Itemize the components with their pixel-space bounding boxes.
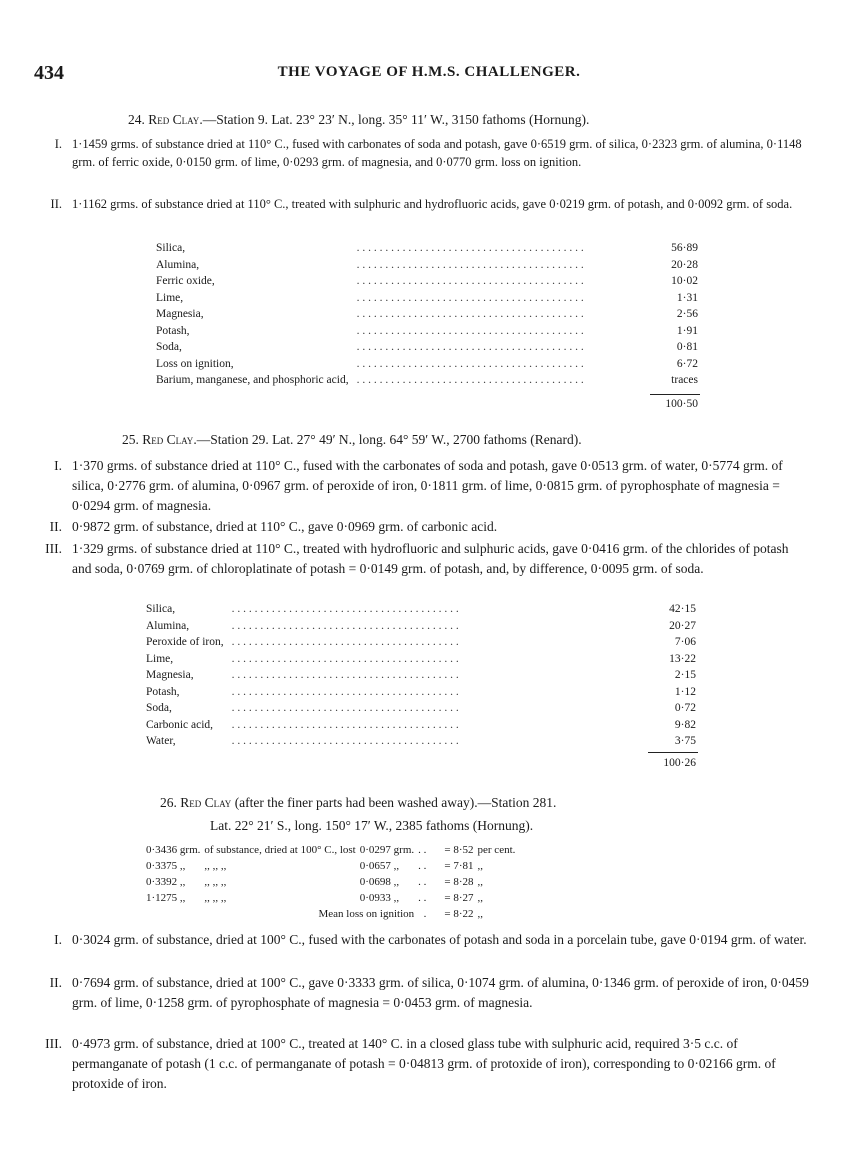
component-name: Magnesia,	[156, 308, 204, 321]
loss-percent: = 8·52	[444, 844, 474, 856]
leader-dots: . . . . . . . . . . . . . . . . . . . . . . . . . . . . . . . . . . . . . . . .	[231, 735, 459, 748]
loss-unit: per cent.	[477, 844, 516, 856]
composition-row	[156, 290, 698, 307]
composition-row	[146, 733, 696, 750]
composition-row	[156, 339, 698, 356]
leader-dots: . . . . . . . . . . . . . . . . . . . . . . . . . . . . . . . . . . . . . . . .	[356, 341, 584, 354]
leader-dots: . .	[418, 860, 427, 872]
component-name: Soda,	[146, 702, 172, 715]
section-26-number: 26.	[160, 795, 177, 810]
composition-row	[146, 634, 696, 651]
leader-dots: . .	[418, 844, 427, 856]
component-name: Alumina,	[156, 258, 200, 271]
sample-description: ,, ,, ,,	[204, 876, 227, 888]
component-percent: traces	[671, 374, 698, 387]
para-numeral: III.	[45, 541, 62, 556]
leader-dots: .	[423, 908, 427, 920]
component-name: Magnesia,	[146, 669, 194, 682]
para-text: 1·329 grms. of substance dried at 110° C., treated with hydrofluoric and sulphuric acids, gave 0·0416 grm. of the chlorides of potash and soda, 0·0769 grm. of chloroplatinate of potash = 0·0149 grm. of potash, and, by difference, 0·0095 grm. of soda.	[72, 541, 789, 576]
leader-dots: . . . . . . . . . . . . . . . . . . . . . . . . . . . . . . . . . . . . . . . .	[231, 702, 459, 715]
mean-unit: ,,	[477, 908, 484, 920]
loss-unit: ,,	[477, 876, 484, 888]
composition-row	[146, 651, 696, 668]
composition-row	[146, 684, 696, 701]
loss-row	[146, 858, 519, 874]
leader-dots: . . . . . . . . . . . . . . . . . . . . . . . . . . . . . . . . . . . . . . . .	[356, 242, 584, 255]
loss-percent: = 8·27	[444, 892, 474, 904]
component-name: Water,	[146, 735, 176, 748]
composition-row	[156, 356, 698, 373]
section-24-title: Red Clay	[148, 112, 200, 127]
section-25-total: 100·26	[663, 757, 696, 769]
sample-weight: 0·3436 grm.	[146, 844, 201, 856]
leader-dots: . . . . . . . . . . . . . . . . . . . . . . . . . . . . . . . . . . . . . . . .	[356, 291, 584, 304]
composition-row	[156, 240, 698, 257]
sample-description: of substance, dried at 100° C., lost	[204, 844, 356, 856]
component-name: Loss on ignition,	[156, 357, 234, 370]
leader-dots: . . . . . . . . . . . . . . . . . . . . . . . . . . . . . . . . . . . . . . . .	[231, 685, 459, 698]
component-name: Potash,	[156, 324, 190, 337]
section-25-para-1	[34, 456, 810, 516]
sample-description: ,, ,, ,,	[204, 860, 227, 872]
component-name: Peroxide of iron,	[146, 636, 224, 649]
component-percent: 1·31	[676, 291, 698, 304]
component-name: Barium, manganese, and phosphoric acid,	[156, 374, 349, 387]
para-text: 0·4973 grm. of substance, dried at 100° C., treated at 140° C. in a closed glass tube with sulphuric acid, required 3·5 c.c. of permanganate of potash (1 c.c. of permanganate of potash = 0·04813 grm. of protoxide of iron), corresponding to 0·02166 grm. of protoxide of iron.	[72, 1036, 776, 1091]
section-25-composition-table	[146, 601, 696, 750]
leader-dots: . . . . . . . . . . . . . . . . . . . . . . . . . . . . . . . . . . . . . . . .	[231, 619, 459, 632]
component-name: Silica,	[156, 242, 186, 255]
para-numeral: III.	[45, 1036, 62, 1051]
leader-dots: . .	[418, 892, 427, 904]
loss-weight: 0·0297 grm.	[359, 844, 415, 856]
leader-dots: . .	[418, 876, 427, 888]
composition-row	[146, 717, 696, 734]
loss-row	[146, 842, 519, 858]
leader-dots: . . . . . . . . . . . . . . . . . . . . . . . . . . . . . . . . . . . . . . . .	[231, 718, 459, 731]
composition-row	[146, 700, 696, 717]
component-percent: 20·27	[669, 619, 696, 632]
section-24-number: 24.	[128, 112, 145, 127]
para-text: 1·1459 grms. of substance dried at 110° C., fused with carbonates of soda and potash, gave 0·6519 grm. of silica, 0·2323 grm. of alumina, 0·1148 grm. of ferric oxide, 0·0150 grm. of lime, 0·0293 grm. of magnesia, and 0·0770 grm. loss on ignition.	[72, 137, 802, 169]
section-24-station: .—Station 9. Lat. 23° 23′ N., long. 35° 11′ W., 3150 fathoms (Hornung).	[199, 112, 590, 127]
component-name: Carbonic acid,	[146, 718, 214, 731]
para-numeral: II.	[49, 519, 62, 534]
section-26-loss-table	[146, 842, 519, 922]
component-name: Soda,	[156, 341, 182, 354]
running-head: THE VOYAGE OF H.M.S. CHALLENGER.	[277, 64, 581, 80]
section-25-heading	[122, 432, 582, 448]
section-26-title: Red Clay	[180, 795, 232, 810]
composition-row	[156, 323, 698, 340]
section-26-para-2	[34, 973, 810, 1013]
section-26-station: (after the finer parts had been washed away).—Station 281.	[231, 795, 557, 810]
sample-weight: 0·3392 ,,	[146, 876, 186, 888]
sample-weight: 1·1275 ,,	[146, 892, 186, 904]
component-name: Lime,	[156, 291, 184, 304]
section-24-composition-table	[156, 240, 698, 389]
component-percent: 1·91	[676, 324, 698, 337]
loss-row	[146, 874, 519, 890]
leader-dots: . . . . . . . . . . . . . . . . . . . . . . . . . . . . . . . . . . . . . . . .	[231, 652, 459, 665]
component-percent: 9·82	[674, 718, 696, 731]
para-text: 1·1162 grms. of substance dried at 110° C., treated with sulphuric and hydrofluoric acids, gave 0·0219 grm. of potash, and 0·0092 grm. of soda.	[72, 197, 793, 211]
leader-dots: . . . . . . . . . . . . . . . . . . . . . . . . . . . . . . . . . . . . . . . .	[231, 669, 459, 682]
loss-percent: = 8·28	[444, 876, 474, 888]
section-25-number: 25.	[122, 432, 139, 447]
leader-dots: . . . . . . . . . . . . . . . . . . . . . . . . . . . . . . . . . . . . . . . .	[356, 308, 584, 321]
section-26-heading	[160, 795, 556, 811]
para-text: 1·370 grms. of substance dried at 110° C., fused with the carbonates of soda and potash, gave 0·0513 grm. of water, 0·5774 grm. of silica, 0·2776 grm. of alumina, 0·0967 grm. of peroxide of iron, 0·1811 grm. of lime, 0·0815 grm. of pyrophosphate of magnesia = 0·0294 grm. of magnesia.	[72, 458, 783, 513]
composition-row	[156, 372, 698, 389]
section-25-para-3	[34, 539, 810, 579]
mean-label: Mean loss on ignition	[318, 908, 415, 920]
loss-weight: 0·0933 ,,	[359, 892, 400, 904]
leader-dots: . . . . . . . . . . . . . . . . . . . . . . . . . . . . . . . . . . . . . . . .	[356, 324, 584, 337]
sample-description: ,, ,, ,,	[204, 892, 227, 904]
loss-row	[146, 890, 519, 906]
para-numeral: I.	[54, 932, 62, 947]
component-percent: 56·89	[671, 242, 698, 255]
leader-dots: . . . . . . . . . . . . . . . . . . . . . . . . . . . . . . . . . . . . . . . .	[356, 374, 584, 387]
component-name: Potash,	[146, 685, 180, 698]
component-percent: 2·15	[674, 669, 696, 682]
para-text: 0·9872 grm. of substance, dried at 110° C., gave 0·0969 grm. of carbonic acid.	[72, 519, 498, 534]
sum-rule	[648, 752, 698, 753]
composition-row	[146, 667, 696, 684]
sum-rule	[650, 394, 700, 395]
section-24-para-1	[34, 135, 810, 171]
para-text: 0·3024 grm. of substance, dried at 100° C., fused with the carbonates of potash and soda in a porcelain tube, gave 0·0194 grm. of water.	[72, 932, 807, 947]
component-percent: 1·12	[674, 685, 696, 698]
component-percent: 13·22	[669, 652, 696, 665]
leader-dots: . . . . . . . . . . . . . . . . . . . . . . . . . . . . . . . . . . . . . . . .	[231, 603, 459, 616]
loss-weight: 0·0698 ,,	[359, 876, 400, 888]
component-name: Ferric oxide,	[156, 275, 215, 288]
leader-dots: . . . . . . . . . . . . . . . . . . . . . . . . . . . . . . . . . . . . . . . .	[356, 357, 584, 370]
component-percent: 2·56	[676, 308, 698, 321]
para-numeral: I.	[54, 458, 62, 473]
leader-dots: . . . . . . . . . . . . . . . . . . . . . . . . . . . . . . . . . . . . . . . .	[356, 275, 584, 288]
composition-row	[156, 273, 698, 290]
composition-row	[156, 257, 698, 274]
section-24-total: 100·50	[665, 398, 698, 410]
component-name: Lime,	[146, 652, 174, 665]
component-percent: 10·02	[671, 275, 698, 288]
component-percent: 3·75	[674, 735, 696, 748]
page-header	[34, 62, 824, 86]
component-name: Alumina,	[146, 619, 190, 632]
component-percent: 0·72	[674, 702, 696, 715]
sample-weight: 0·3375 ,,	[146, 860, 186, 872]
section-25-station: .—Station 29. Lat. 27° 49′ N., long. 64° 59′ W., 2700 fathoms (Renard).	[193, 432, 582, 447]
para-numeral: I.	[54, 137, 62, 151]
section-24-para-2	[34, 195, 810, 213]
component-percent: 7·06	[674, 636, 696, 649]
section-26-para-3	[34, 1034, 810, 1094]
section-24-heading	[128, 112, 589, 128]
section-25-title: Red Clay	[142, 432, 194, 447]
leader-dots: . . . . . . . . . . . . . . . . . . . . . . . . . . . . . . . . . . . . . . . .	[356, 258, 584, 271]
section-26-para-1	[34, 930, 810, 950]
para-numeral: II.	[49, 975, 62, 990]
component-percent: 42·15	[669, 603, 696, 616]
page-number: 434	[34, 62, 64, 84]
loss-weight: 0·0657 ,,	[359, 860, 400, 872]
component-percent: 20·28	[671, 258, 698, 271]
leader-dots: . . . . . . . . . . . . . . . . . . . . . . . . . . . . . . . . . . . . . . . .	[231, 636, 459, 649]
loss-percent: = 7·81	[444, 860, 474, 872]
composition-row	[156, 306, 698, 323]
para-numeral: II.	[50, 197, 62, 211]
composition-row	[146, 618, 696, 635]
mean-value: = 8·22	[444, 908, 474, 920]
section-26-position: Lat. 22° 21′ S., long. 150° 17′ W., 2385 fathoms (Hornung).	[210, 818, 534, 833]
component-percent: 6·72	[676, 357, 698, 370]
component-percent: 0·81	[676, 341, 698, 354]
section-25-para-2	[34, 517, 810, 537]
composition-row	[146, 601, 696, 618]
para-text: 0·7694 grm. of substance, dried at 100° C., gave 0·3333 grm. of silica, 0·1074 grm. of alumina, 0·1346 grm. of peroxide of iron, 0·0459 grm. of lime, 0·1258 grm. of pyrophosphate of magnesia = 0·0453 grm. of magnesia.	[72, 975, 809, 1010]
loss-unit: ,,	[477, 860, 484, 872]
component-name: Silica,	[146, 603, 176, 616]
loss-unit: ,,	[477, 892, 484, 904]
mean-row	[146, 906, 519, 922]
